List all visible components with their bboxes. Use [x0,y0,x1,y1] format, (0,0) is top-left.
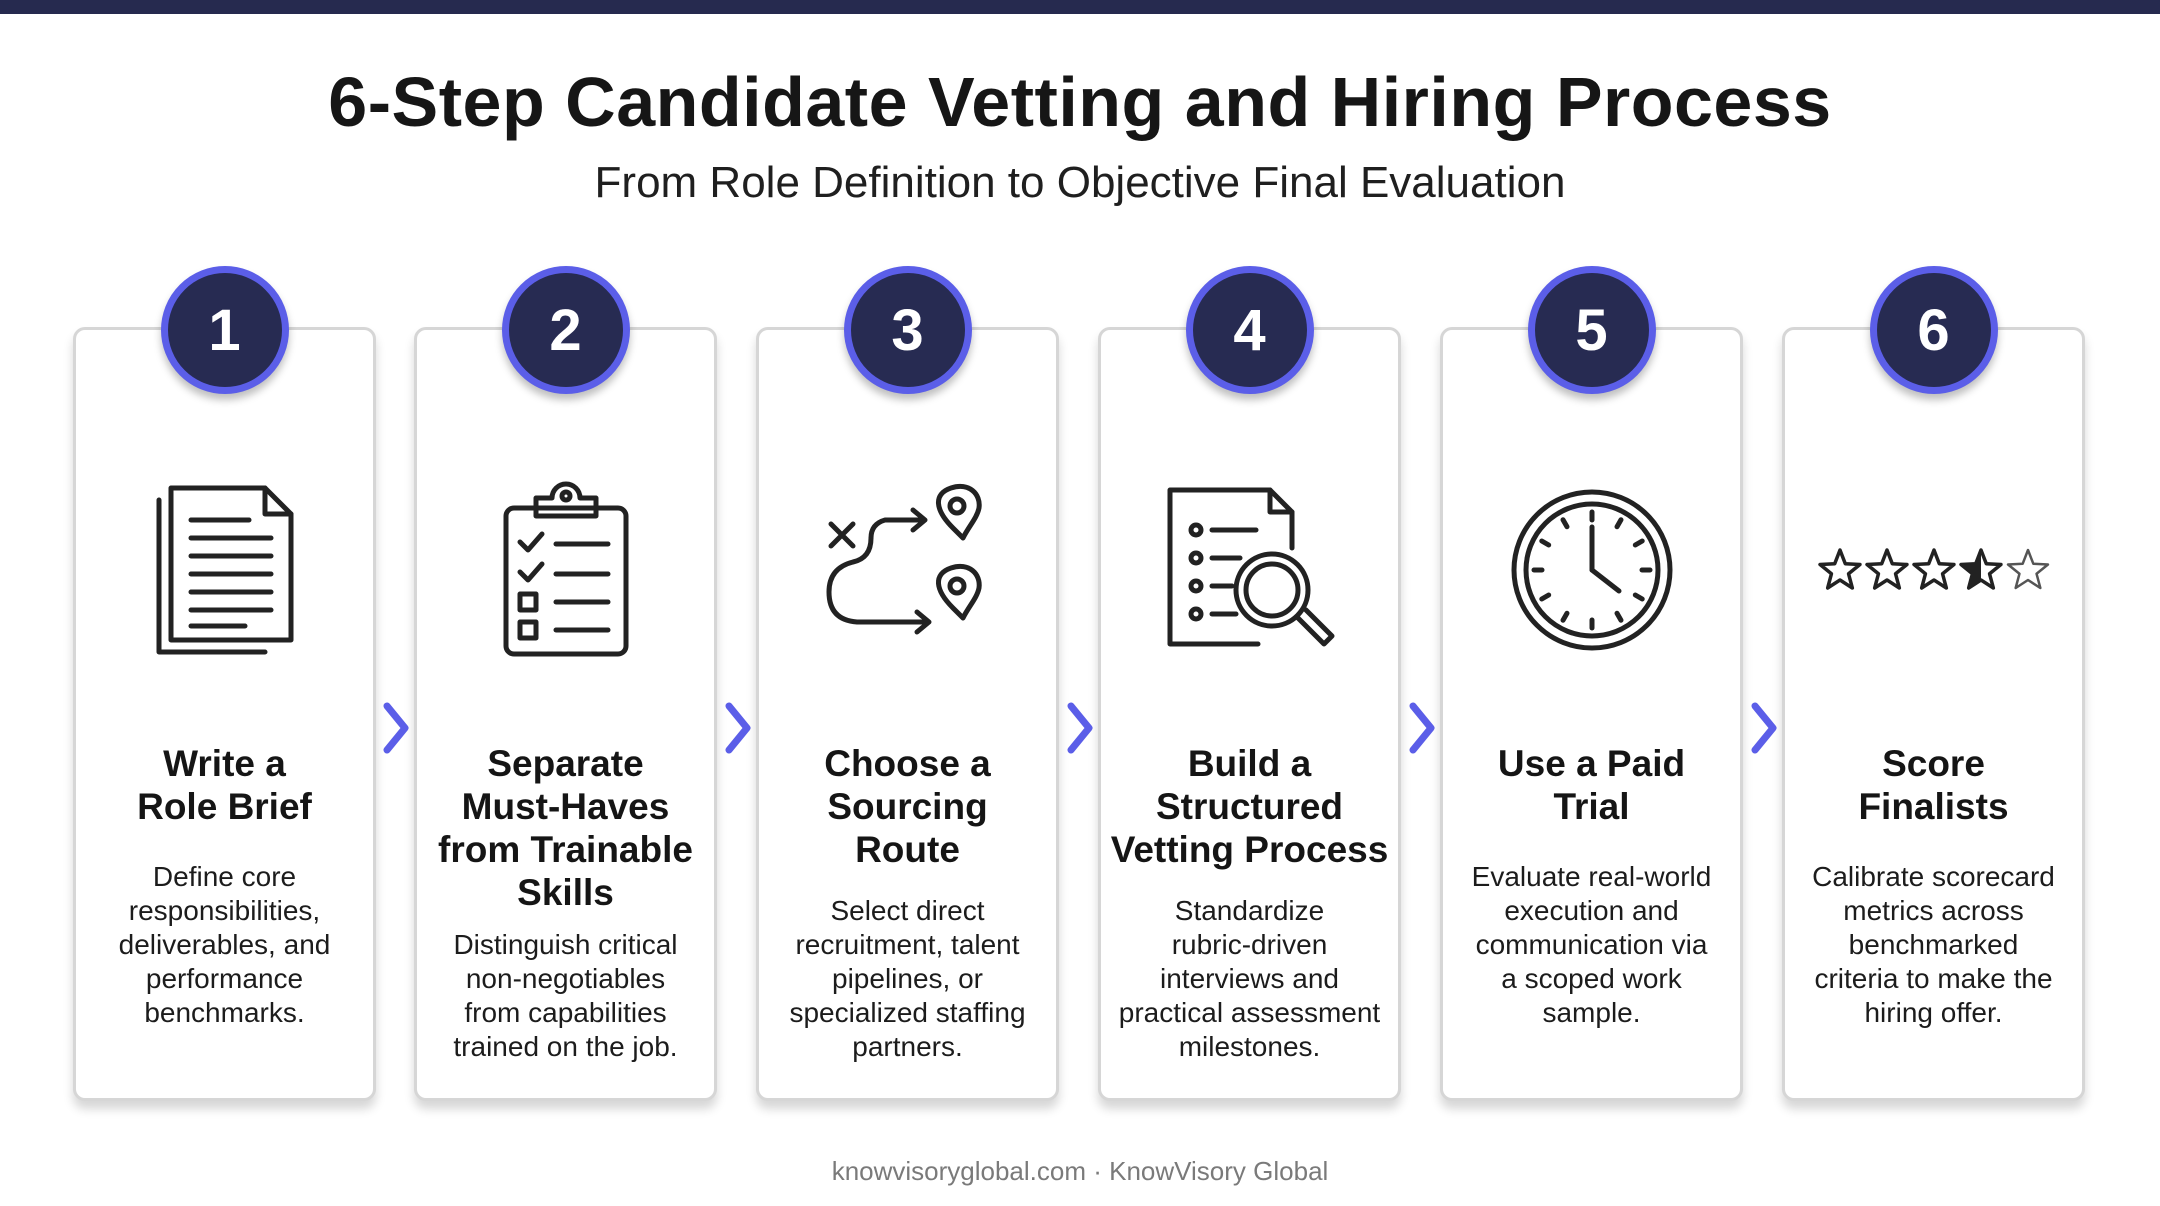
rating-star [1914,550,1954,588]
step-description: Calibrate scorecard metrics across benchmarked criteria to make the hiring offer. [1812,861,2055,1028]
chevron-right-icon [1749,702,1779,754]
chevron-right-icon [723,702,753,754]
top-accent-bar [0,0,2160,14]
step-card-1 [73,297,376,1101]
step-title: Separate Must-Haves from Trainable Skills [438,743,693,913]
page-title: 6-Step Candidate Vetting and Hiring Process [328,63,1832,141]
step-title: Build a Structured Vetting Process [1110,743,1389,870]
clock-tick [1563,613,1567,620]
clock-tick [1635,595,1642,599]
chevron-right-icon [1407,702,1437,754]
step-description: Standardize rubric-driven interviews and practical assessment milestones. [1118,895,1381,1062]
clock-tick [1563,520,1567,527]
clock-tick [1635,541,1642,545]
step-title: Choose a Sourcing Route [824,743,991,870]
step-card-5 [1440,297,1743,1101]
step-number-badge: 4 [1186,266,1314,394]
step-number-badge: 2 [502,266,630,394]
page-subtitle: From Role Definition to Objective Final Evaluation [594,158,1566,207]
clock-tick [1617,520,1621,527]
chevron-right-icon [381,702,411,754]
step-number-badge: 1 [161,266,289,394]
rating-star [2008,550,2048,588]
clipboard-checklist-icon [417,470,714,670]
step-title: Score Finalists [1858,743,2009,827]
rating-star [1867,550,1907,588]
step-number-badge: 6 [1870,266,1998,394]
step-card-4 [1098,297,1401,1101]
step-title: Write a Role Brief [137,743,312,827]
step-description: Evaluate real-world execution and communication via a scoped work sample. [1471,861,1712,1028]
document-magnifier-icon [1101,470,1398,670]
step-card-3 [756,297,1059,1101]
clock-tick [1617,613,1621,620]
clock-tick [1541,595,1548,599]
clock-tick [1541,541,1548,545]
rating-star [1820,550,1860,588]
step-description: Distinguish critical non-negotiables from capabilities trained on the job. [453,929,678,1062]
step-title: Use a Paid Trial [1497,743,1686,827]
step-description: Select direct recruitment, talent pipelines, or specialized staffing partners. [789,895,1026,1062]
route-map-icon [759,470,1056,670]
star-rating-icon [1785,470,2082,670]
footer-credit: knowvisoryglobal.com · KnowVisory Global [831,1156,1329,1186]
step-number-badge: 3 [844,266,972,394]
step-card-2 [414,297,717,1101]
document-icon [76,470,373,670]
step-card-6 [1782,297,2085,1101]
chevron-right-icon [1065,702,1095,754]
step-description: Define core responsibilities, deliverables, and performance benchmarks. [118,861,331,1028]
rating-star [1961,550,2001,588]
clock-icon [1443,470,1740,670]
step-number-badge: 5 [1528,266,1656,394]
